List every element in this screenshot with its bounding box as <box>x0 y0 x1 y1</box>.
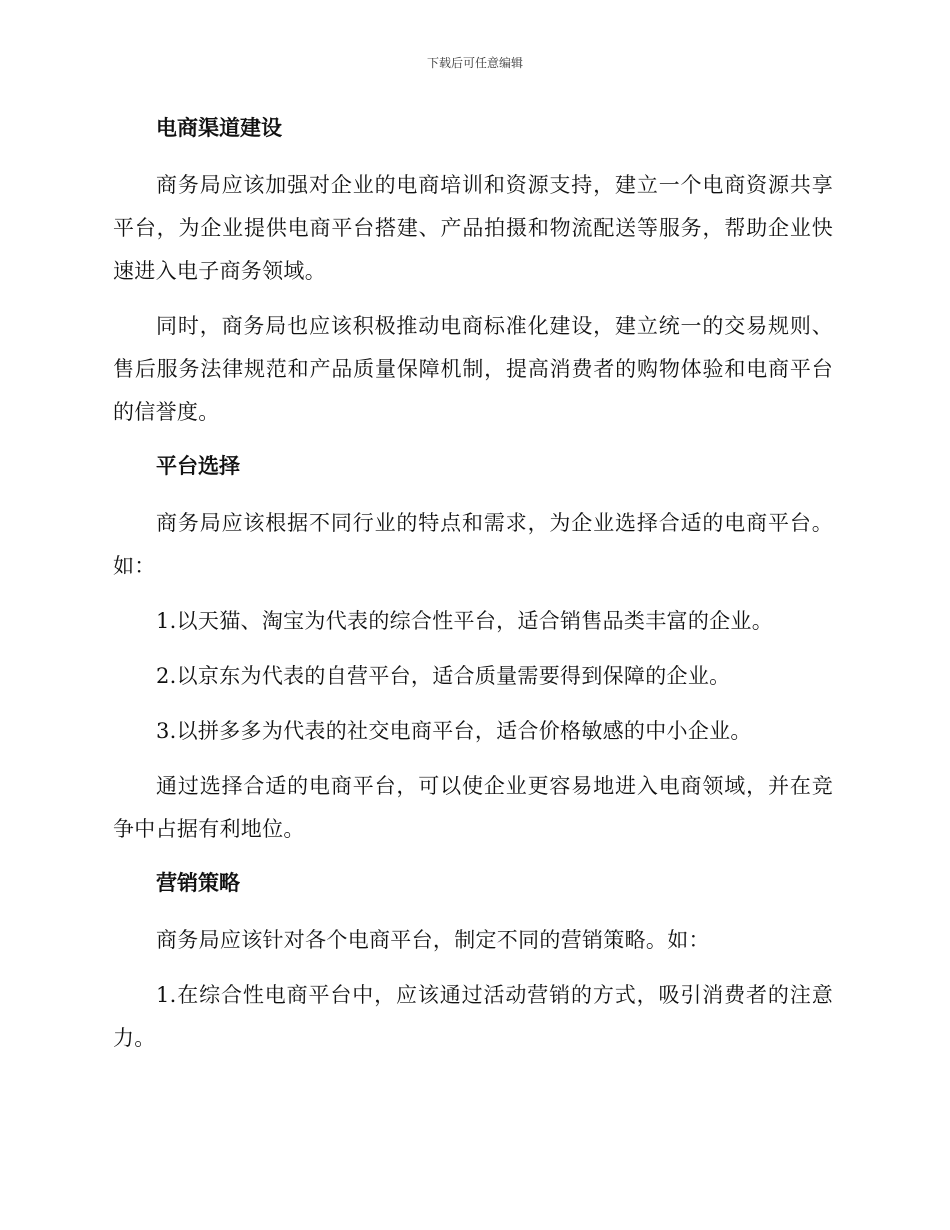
document-body <box>113 108 833 1072</box>
list-item: 3.以拼多多为代表的社交电商平台，适合价格敏感的中小企业。 <box>156 719 752 743</box>
section-heading: 营销策略 <box>156 871 240 895</box>
list-item: 2.以京东为代表的自营平台，适合质量需要得到保障的企业。 <box>156 664 731 688</box>
section-heading: 电商渠道建设 <box>156 116 282 140</box>
section-ecommerce-channel <box>113 108 833 434</box>
paragraph: 商务局应该根据不同行业的特点和需求，为企业选择合适的电商平台。如： <box>113 511 833 578</box>
paragraph: 商务局应该针对各个电商平台，制定不同的营销策略。如： <box>156 928 710 952</box>
paragraph: 通过选择合适的电商平台，可以使企业更容易地进入电商领域，并在竞争中占据有利地位。 <box>113 774 833 841</box>
list-item: 1.在综合性电商平台中，应该通过活动营销的方式，吸引消费者的注意力。 <box>113 983 833 1050</box>
paragraph: 同时，商务局也应该积极推动电商标准化建设，建立统一的交易规则、售后服务法律规范和产品质量保障机制，提高消费者的购物体验和电商平台的信誉度。 <box>113 314 833 424</box>
page-header: 下载后可任意编辑 <box>426 56 523 70</box>
paragraph: 商务局应该加强对企业的电商培训和资源支持，建立一个电商资源共享平台，为企业提供电商平台搭建、产品拍摄和物流配送等服务，帮助企业快速进入电子商务领域。 <box>113 173 833 283</box>
section-heading: 平台选择 <box>156 454 240 478</box>
section-marketing-strategy <box>113 863 833 1060</box>
list-item: 1.以天猫、淘宝为代表的综合性平台，适合销售品类丰富的企业。 <box>156 609 774 633</box>
section-platform-selection <box>113 446 833 851</box>
